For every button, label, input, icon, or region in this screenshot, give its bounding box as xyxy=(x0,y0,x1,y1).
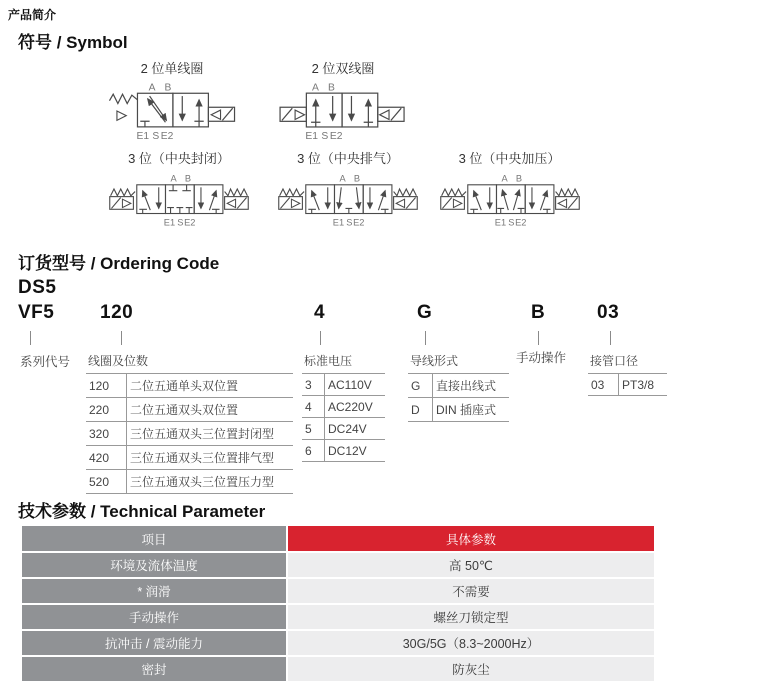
valve-symbol-2pos-double-coil xyxy=(271,80,415,142)
valve-figure-3pos-pressure xyxy=(432,148,587,230)
table-row xyxy=(22,579,654,603)
valve-figure-2pos-double xyxy=(268,58,418,142)
valve-symbol-3pos-exhaust-center xyxy=(272,170,424,230)
tick-line xyxy=(425,331,426,345)
port-label-b: B xyxy=(515,173,522,184)
item-cell: 手动操作 xyxy=(22,605,286,629)
code-port: 03 xyxy=(597,302,620,323)
table-row: 3 AC110V xyxy=(302,374,385,396)
value-cell: 不需要 xyxy=(288,579,654,603)
port-label-a: A xyxy=(312,82,319,94)
manual-operation-label: 手动操作 xyxy=(516,351,567,365)
valve-caption: 3 位（中央排气） xyxy=(297,151,399,166)
port-label-a: A xyxy=(170,173,177,184)
voltage-table-label: 标准电压 xyxy=(304,354,353,368)
valve-figure-2pos-single xyxy=(102,58,242,142)
port-label-e1: E1 xyxy=(332,217,345,228)
table-row: 6 DC12V xyxy=(302,440,385,462)
valve-caption: 2 位双线圈 xyxy=(311,61,375,76)
port-label-e2: E2 xyxy=(184,217,196,228)
model-code-bottom: VF5 xyxy=(18,302,55,323)
model-code-top: DS5 xyxy=(18,277,57,298)
item-cell: * 润滑 xyxy=(22,579,286,603)
wire-code-table xyxy=(408,352,509,422)
table-row: 420 三位五通双头三位置排气型 xyxy=(86,446,293,470)
port-code-table xyxy=(588,352,667,396)
port-table-label: 接管口径 xyxy=(590,354,639,368)
port-label-b: B xyxy=(353,173,361,184)
ordering-section-heading: 订货型号 / Ordering Code xyxy=(18,254,220,273)
port-label-a: A xyxy=(339,173,346,184)
tick-line xyxy=(610,331,611,345)
port-label-e2: E2 xyxy=(353,217,365,228)
table-row: D DIN 插座式 xyxy=(408,398,509,422)
valve-caption: 2 位单线圈 xyxy=(140,61,204,76)
valve-figure-3pos-closed xyxy=(103,148,255,230)
table-row xyxy=(22,657,654,681)
port-label-b: B xyxy=(327,82,335,94)
table-row xyxy=(22,605,654,629)
item-cell: 密封 xyxy=(22,657,286,681)
port-label-s: S xyxy=(321,131,329,142)
coil-code-table xyxy=(86,352,293,494)
table-row xyxy=(22,631,654,655)
wire-table-label: 导线形式 xyxy=(410,354,459,368)
table-row xyxy=(22,553,654,577)
port-label-a: A xyxy=(501,173,508,184)
port-label-s: S xyxy=(152,131,160,142)
technical-parameter-table xyxy=(22,526,654,683)
port-label-e2: E2 xyxy=(160,131,174,142)
header-item-cell: 项目 xyxy=(22,526,286,551)
port-label-e2: E2 xyxy=(514,217,526,228)
symbol-section-heading: 符号 / Symbol xyxy=(18,33,128,52)
port-label-s: S xyxy=(346,217,353,228)
port-label-s: S xyxy=(177,217,184,228)
code-manual: B xyxy=(531,302,546,323)
page-kicker: 产品简介 xyxy=(8,8,57,22)
port-label-e1: E1 xyxy=(163,217,176,228)
table-row: 320 三位五通双头三位置封闭型 xyxy=(86,422,293,446)
port-label-a: A xyxy=(148,82,156,94)
port-label-b: B xyxy=(164,82,172,94)
value-cell: 防灰尘 xyxy=(288,657,654,681)
series-label: 系列代号 xyxy=(20,355,71,369)
item-cell: 环境及流体温度 xyxy=(22,553,286,577)
table-row: 4 AC220V xyxy=(302,396,385,418)
port-label-e1: E1 xyxy=(494,217,506,228)
table-row: 520 三位五通双头三位置压力型 xyxy=(86,470,293,494)
table-row: 120 二位五通单头双位置 xyxy=(86,374,293,398)
value-cell: 30G/5G（8.3~2000Hz） xyxy=(288,631,654,655)
coil-table-label: 线圈及位数 xyxy=(88,354,149,368)
item-cell: 抗冲击 / 震动能力 xyxy=(22,631,286,655)
table-header-row xyxy=(22,526,654,551)
technical-section-heading: 技术参数 / Technical Parameter xyxy=(18,502,266,521)
table-row: G 直接出线式 xyxy=(408,374,509,398)
tick-line xyxy=(320,331,321,345)
valve-symbol-2pos-single-coil xyxy=(102,80,242,142)
port-label-e2: E2 xyxy=(329,131,343,142)
code-coil: 120 xyxy=(100,302,134,323)
tick-line xyxy=(121,331,122,345)
port-label-e1: E1 xyxy=(305,131,319,142)
table-row: 03 PT3/8 xyxy=(588,374,667,396)
tick-line xyxy=(30,331,31,345)
valve-symbol-3pos-closed-center xyxy=(103,170,255,230)
header-value-cell: 具体参数 xyxy=(288,526,654,551)
valve-figure-3pos-exhaust xyxy=(272,148,424,230)
port-label-s: S xyxy=(507,217,514,228)
table-row: 5 DC24V xyxy=(302,418,385,440)
tick-line xyxy=(538,331,539,345)
valve-caption: 3 位（中央封闭） xyxy=(128,151,230,166)
value-cell: 螺丝刀锁定型 xyxy=(288,605,654,629)
table-row: 220 二位五通双头双位置 xyxy=(86,398,293,422)
code-wire: G xyxy=(417,302,433,323)
port-label-b: B xyxy=(184,173,192,184)
valve-symbol-3pos-pressure-center xyxy=(434,170,586,230)
valve-caption: 3 位（中央加压） xyxy=(458,151,561,166)
voltage-code-table xyxy=(302,352,385,462)
port-label-e1: E1 xyxy=(136,131,150,142)
code-voltage: 4 xyxy=(314,302,326,323)
value-cell: 高 50℃ xyxy=(288,553,654,577)
